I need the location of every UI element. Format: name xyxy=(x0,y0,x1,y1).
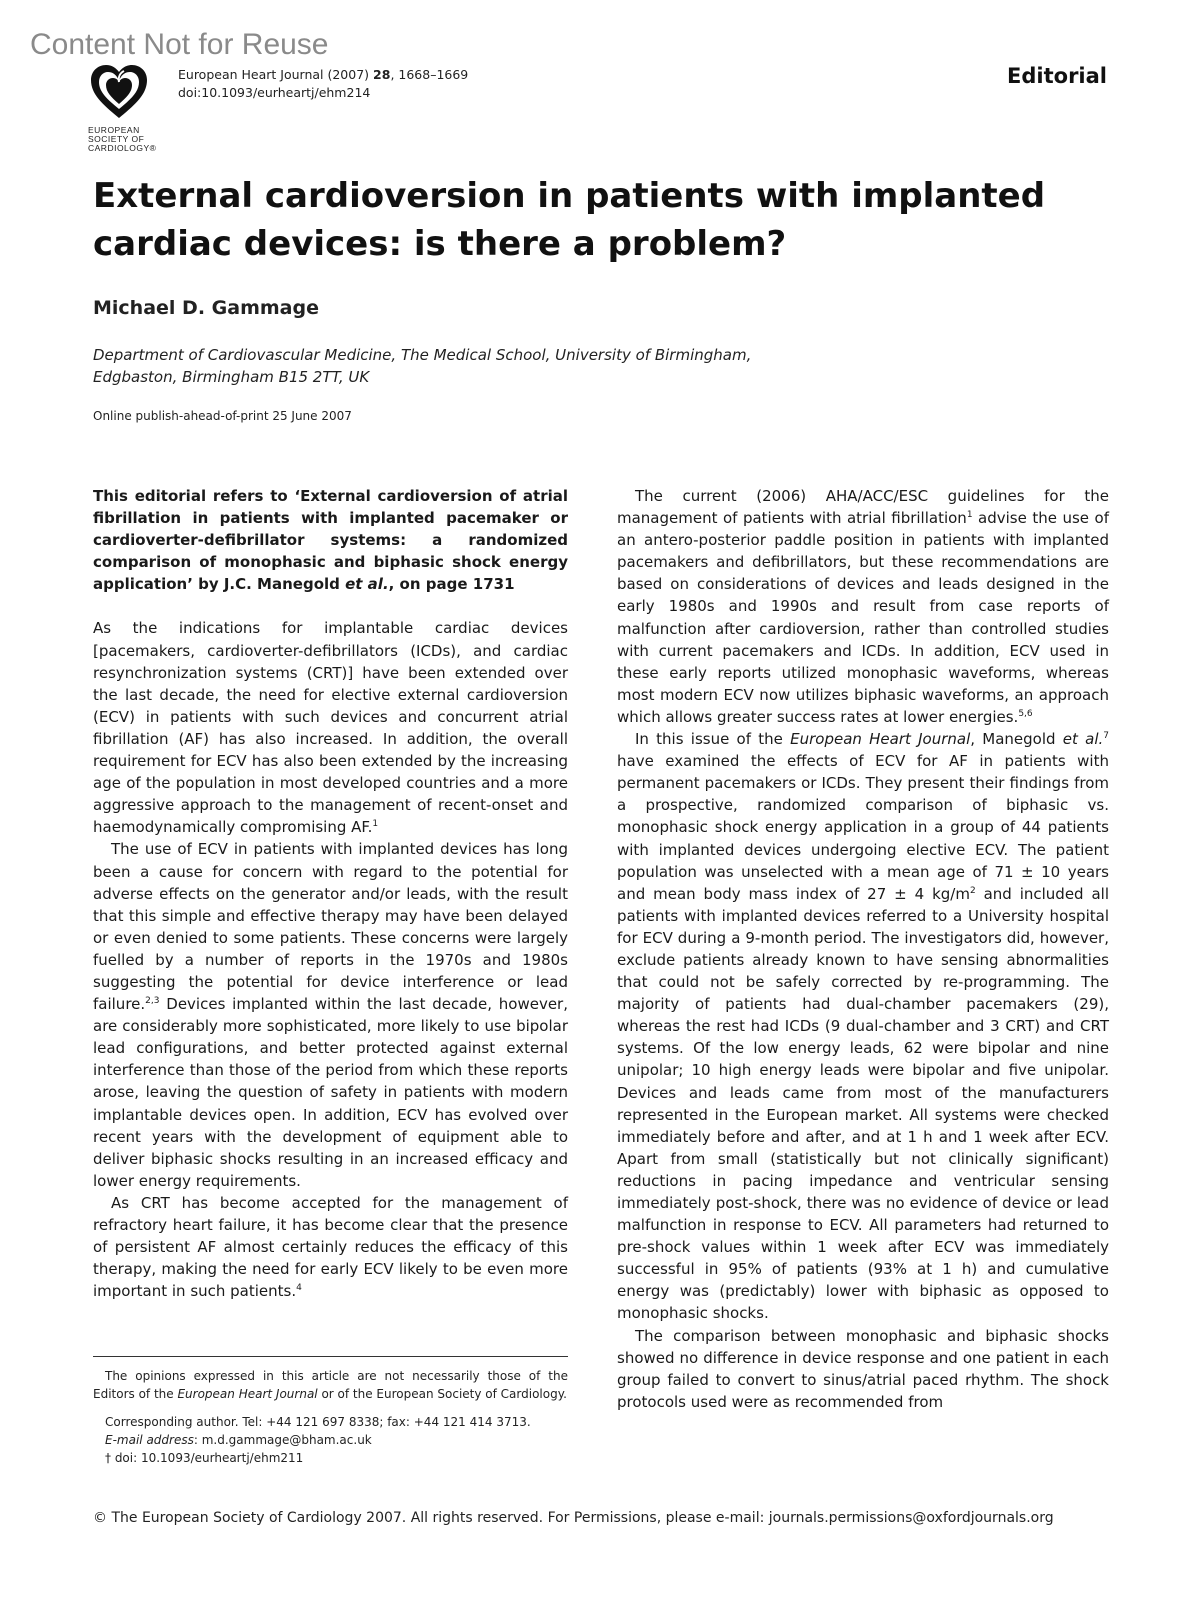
email-address: E-mail address: m.d.gammage@bham.ac.uk xyxy=(105,1433,372,1447)
watermark: Content Not for Reuse xyxy=(30,28,329,61)
copyright-notice: © The European Society of Cardiology 2007. All rights reserved. For Permissions, please e-mail: journals.permissions@oxfordjournals.org xyxy=(93,1510,1054,1526)
article-title xyxy=(93,172,1053,268)
body-paragraph: The use of ECV in patients with implanted devices has long been a cause for concern with regard to the potential for adverse effects on the generator and/or leads, with the result that this simple and effective therapy may have been delayed or even denied to some patients. These concerns were largely fuelled by a number of reports in the 1970s and 1980s suggesting the potential for device interference or lead failure.$^{2,3}$ Devices implanted within the last decade, however, are considerably more sophisticated, more likely to use bipolar lead configurations, and better protected against external interference than those of the period from which these reports arose, leaving the question of safety in patients with modern implantable devices open. In addition, ECV has evolved over recent years with the development of equipment able to deliver biphasic shocks resulting in an increased efficacy and lower energy requirements. xyxy=(93,840,568,1190)
affiliation-line-1: Department of Cardiovascular Medicine, The Medical School, University of Birmingham, xyxy=(93,346,752,364)
title-line-1: External cardioversion in patients with implanted xyxy=(93,176,1046,216)
title-line-2: cardiac devices: is there a problem? xyxy=(93,224,787,264)
author-affiliation xyxy=(93,344,751,388)
right-column xyxy=(617,485,1109,1413)
logo-line-1: EUROPEAN xyxy=(88,125,140,135)
refers-paragraph: This editorial refers to ‘External cardioversion of atrial fibrillation in patients with implanted pacemaker or cardioverter-defibrillator systems: a randomized comparison of monophasic and biphasic shock energy application’ by J.C. Manegold et al., on page 1731 xyxy=(93,487,568,594)
body-paragraph: As the indications for implantable cardiac devices [pacemakers, cardioverter-defibrillators (ICDs), and cardiac resynchronization systems (CRT)] have been extended over the last decade, the need for elective external cardioversion (ECV) in patients with such devices and concurrent atrial fibrillation (AF) has also increased. In addition, the overall requirement for ECV has also been extended by the increasing age of the population in most developed countries and a more aggressive approach to the management of recent-onset and haemodynamically compromising AF.$^1$ xyxy=(93,619,568,837)
citation-pages: , 1668–1669 xyxy=(390,67,469,82)
left-column xyxy=(93,485,568,1302)
journal-citation xyxy=(178,66,468,102)
body-paragraph: The current (2006) AHA/ACC/ESC guidelines for the management of patients with atrial fibrillation$^1$ advise the use of an antero-posterior paddle position in patients with implanted pacemakers and defibrillators, but these recommendations are based on considerations of devices and leads designed in the early 1980s and 1990s and result from case reports of malfunction after cardioversion, rather than controlled studies with current pacemakers and ICDs. In addition, ECV used in these early reports utilized monophasic waveforms, whereas most modern ECV now utilizes biphasic waveforms, an approach which allows greater success rates at lower energies.$^{5,6}$ xyxy=(617,487,1109,726)
publish-date: Online publish-ahead-of-print 25 June 2007 xyxy=(93,409,352,423)
author-name: Michael D. Gammage xyxy=(93,297,319,319)
body-paragraph: In this issue of the European Heart Journal, Manegold et al.$^7$ have examined the effects of ECV for AF in patients with permanent pacemakers or ICDs. They present their findings from a prospective, randomized comparison of biphasic vs. monophasic shock energy application in a group of 44 patients with implanted devices undergoing elective ECV. The patient population was unselected with a mean age of 71 ± 10 years and mean body mass index of 27 ± 4 $kg/m^2$ and included all patients with implanted devices referred to a University hospital for ECV during a 9-month period. The investigators did, however, exclude patients already known to have sensing abnormalities that could not be safely corrected by re-programming. The majority of patients had dual-chamber pacemakers (29), whereas the rest had ICDs (9 dual-chamber and 3 CRT) and CRT systems. Of the low energy leads, 62 were bipolar and nine unipolar; 10 high energy leads were bipolar and five unipolar. Devices and leads came from most of the manufacturers represented in the European market. All systems were checked immediately before and after, and at 1 h and 1 week after ECV. Apart from small (statistically but not clinically significant) reductions in pacing impedance and ventricular sensing immediately post-shock, there was no evidence of device or lead malfunction in response to ECV. All parameters had returned to pre-shock values within 1 week after ECV was immediately successful in 95% of patients (93% at 1 h) and cumulative energy was (predictably) lower with biphasic as opposed to monophasic shocks. xyxy=(617,730,1110,1323)
body-paragraph: The comparison between monophasic and biphasic shocks showed no difference in device response and one patient in each group failed to convert to sinus/atrial paced rhythm. The shock protocols used were as recommended from xyxy=(617,1326,1109,1411)
logo-line-2: SOCIETY OF xyxy=(88,134,145,144)
section-label: Editorial xyxy=(1007,64,1107,88)
corresponding-author: Corresponding author. Tel: +44 121 697 8338; fax: +44 121 414 3713. xyxy=(105,1415,531,1429)
citation-prefix: European Heart Journal (2007) xyxy=(178,67,374,82)
heart-logo-icon xyxy=(88,62,150,120)
affiliation-line-2: Edgbaston, Birmingham B15 2TT, UK xyxy=(93,368,370,386)
doi-footnote: † doi: 10.1093/eurheartj/ehm211 xyxy=(105,1451,304,1465)
footnotes xyxy=(93,1356,568,1467)
logo-wordmark xyxy=(88,126,168,153)
citation-doi: doi:10.1093/eurheartj/ehm214 xyxy=(178,85,371,100)
citation-volume: 28 xyxy=(373,67,391,82)
body-paragraph: As CRT has become accepted for the management of refractory heart failure, it has become clear that the presence of persistent AF almost certainly reduces the efficacy of this therapy, making the need for early ECV likely to be even more important in such patients.$^4$ xyxy=(93,1193,568,1301)
esc-logo xyxy=(88,62,168,153)
footnote-disclaimer: The opinions expressed in this article are not necessarily those of the Editors of the European Heart Journal or of the European Society of Cardiology. xyxy=(93,1369,568,1401)
logo-line-3: CARDIOLOGY® xyxy=(88,143,157,153)
